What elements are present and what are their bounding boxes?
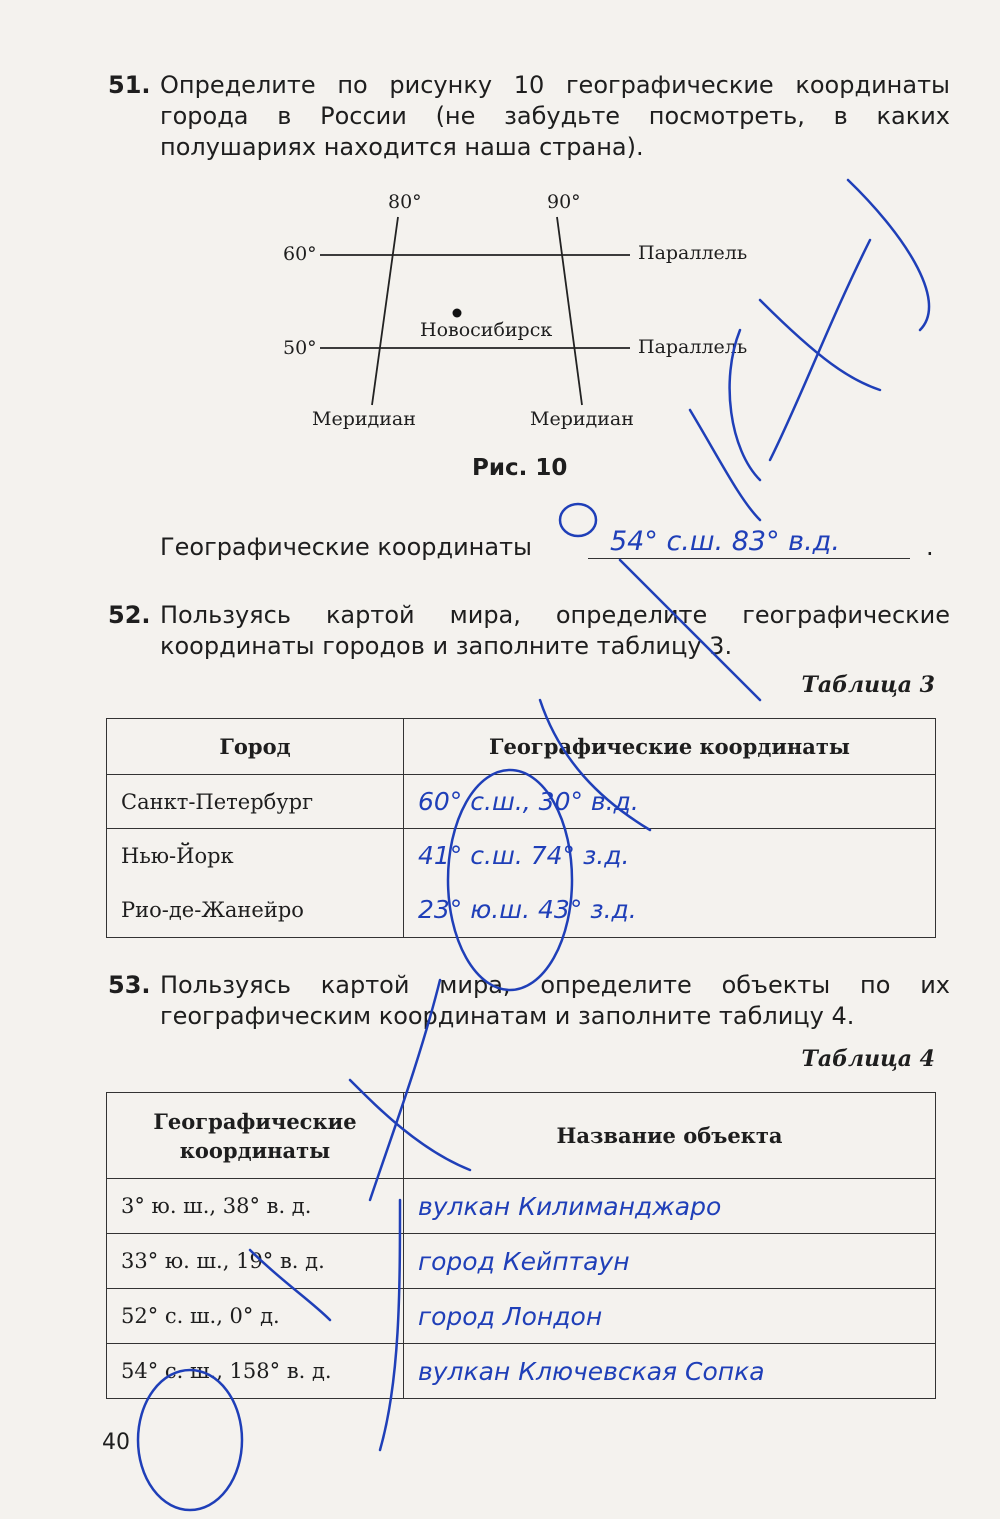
- task-number: 53.: [108, 971, 151, 999]
- city-cell: Нью-Йорк: [121, 844, 234, 868]
- name-handwritten: вулкан Ключевская Сопка: [418, 1356, 765, 1386]
- name-handwritten: город Лондон: [418, 1301, 603, 1331]
- coords-handwritten: 41° с.ш. 74° з.д.: [418, 841, 630, 870]
- lat-top-label: 60°: [283, 243, 317, 265]
- coords-cell: [404, 775, 936, 829]
- coords-handwritten: 60° с.ш., 30° в.д.: [418, 787, 639, 816]
- task-52: [108, 600, 950, 664]
- city-cell: Санкт-Петербург: [107, 775, 404, 829]
- lon-right-label: 90°: [547, 191, 581, 213]
- name-cell: [404, 1289, 936, 1344]
- coords-cell-group: [404, 829, 936, 938]
- name-cell: [404, 1179, 936, 1234]
- coords-handwritten: 23° ю.ш. 43° з.д.: [418, 895, 637, 924]
- header-city: Город: [107, 719, 404, 775]
- city-cell: Рио-де-Жанейро: [121, 898, 304, 922]
- table-3: [106, 718, 936, 938]
- meridian-right-label: Меридиан: [530, 408, 634, 430]
- task-text: Пользуясь картой мира, определите объекты по их географическим координатам и заполните таблицу 4.: [160, 971, 950, 1030]
- name-handwritten: вулкан Килиманджаро: [418, 1191, 722, 1221]
- figure-caption: Рис. 10: [472, 455, 568, 481]
- header-coords: Географические координаты: [107, 1093, 404, 1179]
- answer-handwritten: 54° с.ш. 83° в.д.: [610, 526, 840, 557]
- coordinate-grid-diagram: [270, 185, 790, 445]
- task-text: Пользуясь картой мира, определите географические координаты городов и заполните таблицу 3.: [160, 601, 950, 660]
- task-number: 52.: [108, 601, 151, 629]
- header-name: Название объекта: [404, 1093, 936, 1179]
- answer-label: Географические координаты: [160, 533, 532, 561]
- lon-left-label: 80°: [388, 191, 422, 213]
- name-cell: [404, 1234, 936, 1289]
- answer-line: [588, 558, 910, 559]
- coords-cell: 52° с. ш., 0° д.: [107, 1289, 404, 1344]
- task-53: [108, 970, 950, 1034]
- task-51: [108, 70, 950, 165]
- meridian-left-label: Меридиан: [312, 408, 416, 430]
- parallel-bottom-label: Параллель: [638, 336, 748, 358]
- answer-period: .: [926, 533, 934, 561]
- table-3-caption: Таблица 3: [801, 672, 935, 698]
- table-4-caption: Таблица 4: [801, 1046, 935, 1072]
- coords-cell: 3° ю. ш., 38° в. д.: [107, 1179, 404, 1234]
- name-handwritten: город Кейптаун: [418, 1246, 630, 1276]
- task-number: 51.: [108, 71, 151, 99]
- coords-cell: 33° ю. ш., 19° в. д.: [107, 1234, 404, 1289]
- lat-bottom-label: 50°: [283, 337, 317, 359]
- header-coords: Географические координаты: [404, 719, 936, 775]
- table-4: [106, 1092, 936, 1399]
- city-dot: [453, 309, 462, 318]
- city-cell-group: [107, 829, 404, 938]
- task-text: Определите по рисунку 10 географические координаты города в России (не забудьте посмотреть, в каких полушариях находится наша страна).: [160, 71, 950, 161]
- parallel-top-label: Параллель: [638, 242, 748, 264]
- name-cell: [404, 1344, 936, 1399]
- figure-10: [270, 185, 790, 445]
- page-number: 40: [102, 1430, 130, 1455]
- coords-cell: 54° с. ш., 158° в. д.: [107, 1344, 404, 1399]
- city-label: Новосибирск: [420, 319, 553, 341]
